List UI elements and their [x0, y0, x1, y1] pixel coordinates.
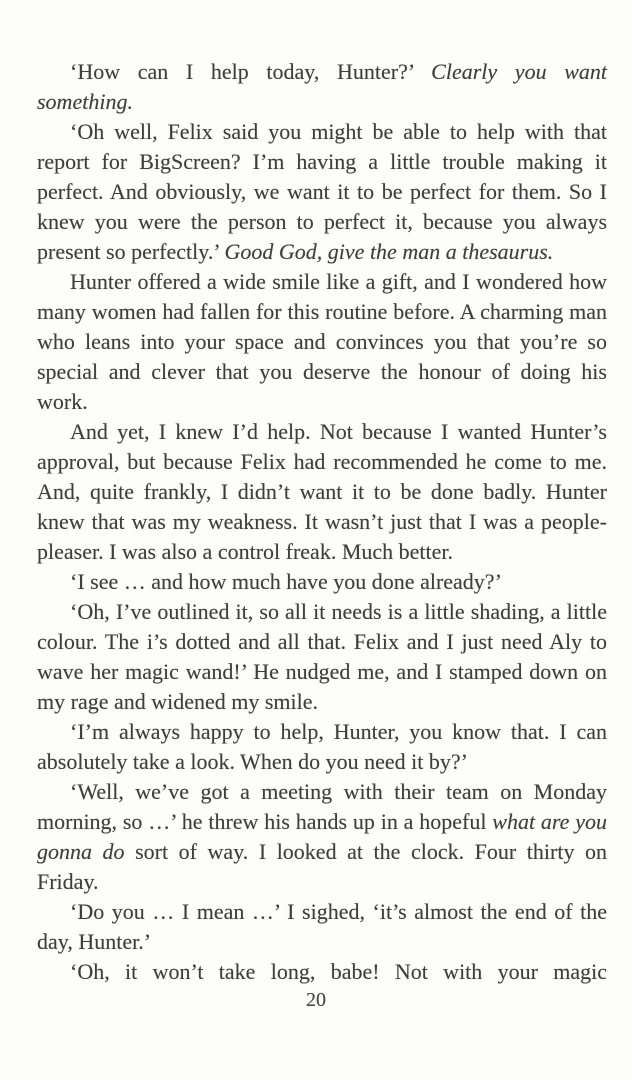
paragraph: [37, 417, 607, 567]
paragraph: [37, 957, 607, 987]
paragraph: [37, 117, 607, 267]
paragraph: [37, 717, 607, 777]
paragraph: [37, 897, 607, 957]
text-segment: ‘I see … and how much have you done already?’: [70, 569, 502, 594]
text-segment: ‘I’m always happy to help, Hunter, you know that. I can absolutely take a look. When do you need it by?’: [37, 719, 607, 774]
text-segment: ‘Well, we’ve got a meeting with their team on Monday morning, so …’ he threw his hands up in a hopeful: [37, 779, 607, 834]
paragraph: [37, 267, 607, 417]
text-segment-italic: Clearly you want something.: [37, 59, 607, 114]
page-text: [37, 57, 607, 987]
paragraph: [37, 567, 607, 597]
paragraph: [37, 777, 607, 897]
text-segment: ‘Oh well, Felix said you might be able to help with that report for BigScreen? I’m having a little trouble making it perfect. And obviously, we want it to be perfect for them. So I knew you were the person to perfect it, because you always present so perfectly.’: [37, 119, 607, 264]
text-segment: ‘Do you … I mean …’ I sighed, ‘it’s almost the end of the day, Hunter.’: [37, 899, 607, 954]
text-segment-italic: Good God, give the man a thesaurus.: [224, 239, 554, 264]
text-segment: And yet, I knew I’d help. Not because I wanted Hunter’s approval, but because Felix had recommended he come to me. And, quite frankly, I didn’t want it to be done badly. Hunter knew that was my weakness. It wasn’t just that I was a people-pleaser. I was also a control freak. Much better.: [37, 419, 607, 564]
text-segment: sort of way. I looked at the clock. Four thirty on Friday.: [37, 839, 608, 894]
text-segment: Hunter offered a wide smile like a gift, and I wondered how many women had fallen for this routine before. A charming man who leans into your space and convinces you that you’re so special and clever that you deserve the honour of doing his work.: [37, 269, 607, 414]
text-segment: ‘Oh, it won’t take long, babe! Not with your magic: [70, 959, 607, 984]
text-segment: ‘How can I help today, Hunter?’: [70, 59, 432, 84]
paragraph: [37, 597, 607, 717]
text-segment-italic: what are you gonna do: [37, 809, 608, 864]
page-number: 20: [306, 989, 326, 1011]
text-segment: ‘Oh, I’ve outlined it, so all it needs is a little shading, a little colour. The i’s dotted and all that. Felix and I just need Aly to wave her magic wand!’ He nudged me, and I stamped down on my rage and widened my smile.: [37, 599, 607, 714]
paragraph: [37, 57, 607, 117]
